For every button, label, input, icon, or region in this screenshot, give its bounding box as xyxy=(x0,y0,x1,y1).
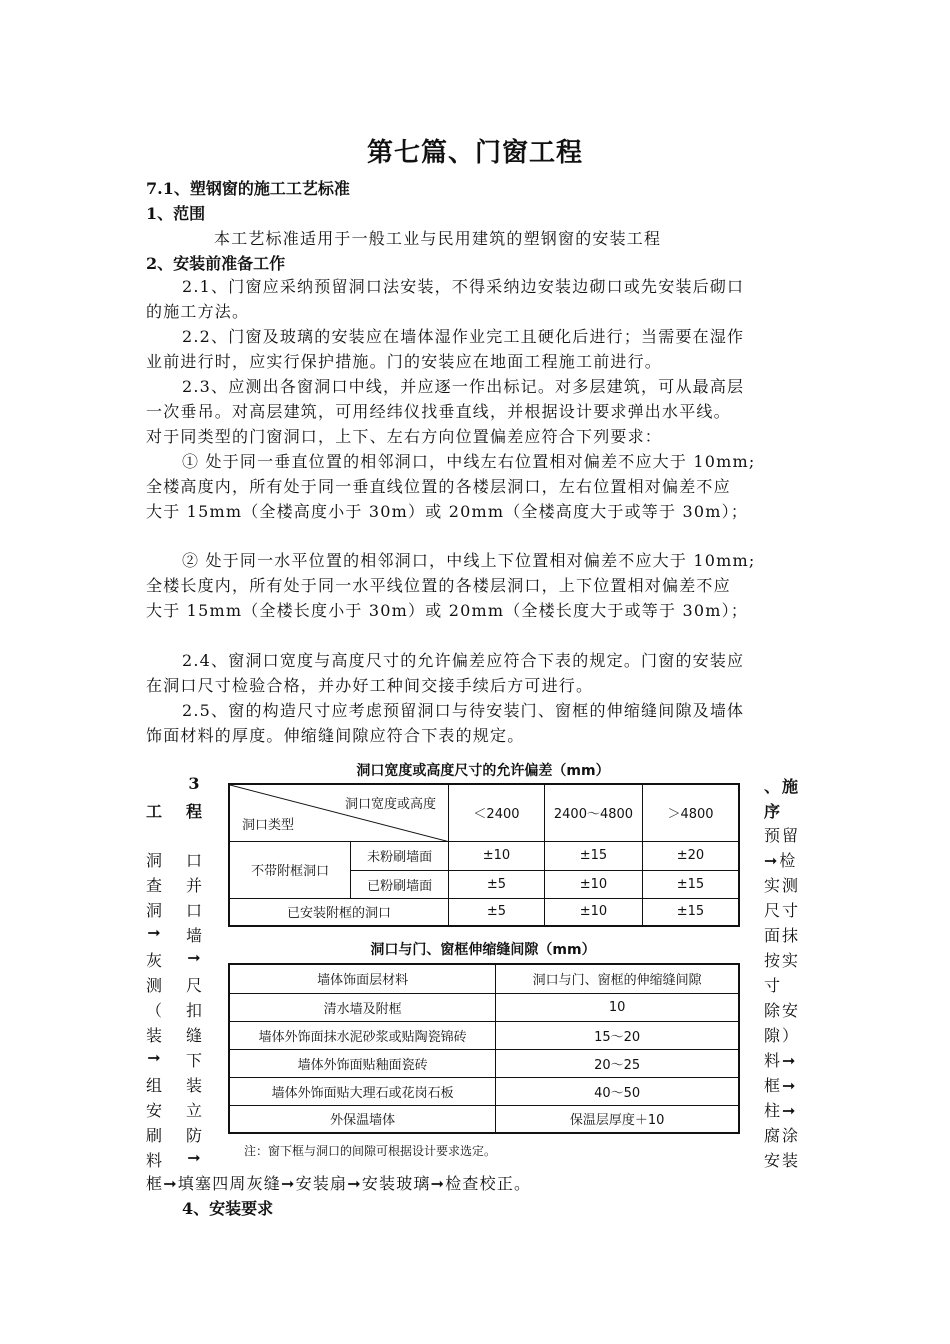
side-char: 测 xyxy=(145,976,162,995)
cell: ±20 xyxy=(642,841,739,870)
side-char: 缝 xyxy=(185,1026,202,1045)
col-header: 墙体饰面层材料 xyxy=(229,964,496,993)
side-text: 腐涂 xyxy=(764,1126,801,1145)
paragraph-2-2 xyxy=(146,324,806,374)
paragraph-2-4 xyxy=(146,648,806,698)
side-text: 料➞ xyxy=(764,1051,798,1070)
p25-line: 饰面材料的厚度。伸缩缝间隙应符合下表的规定。 xyxy=(146,726,525,745)
cell: 保温层厚度＋10 xyxy=(496,1105,739,1133)
cell: 外保温墙体 xyxy=(229,1105,496,1133)
side-char: 装 xyxy=(145,1026,162,1045)
side-char: 洞 xyxy=(145,851,162,870)
row-label: 未粉刷墙面 xyxy=(351,841,449,870)
cell: 清水墙及附框 xyxy=(229,993,496,1021)
side-char: ➞ xyxy=(147,1048,161,1067)
side-char: 装 xyxy=(185,1076,202,1095)
diag-top-label: 洞口宽度或高度 xyxy=(344,797,436,812)
cell: 40～50 xyxy=(496,1077,739,1105)
item2-line: 全楼长度内，所有处于同一水平线位置的各楼层洞口，上下位置相对偏差不应 xyxy=(146,576,731,595)
p22-line: 2.2、门窗及玻璃的安装应在墙体湿作业完工且硬化后进行；当需要在湿作 xyxy=(182,327,745,346)
side-char: 灰 xyxy=(145,951,162,970)
heading-preparation: 2、安装前准备工作 xyxy=(146,254,286,273)
diagonal-header-cell xyxy=(229,784,448,841)
side-text: 安装 xyxy=(764,1151,801,1170)
side-char: 立 xyxy=(185,1101,202,1120)
p23-line: 2.3、应测出各窗洞口中线，并应逐一作出标记。对多层建筑，可从最高层 xyxy=(182,377,745,396)
side-char: 工 xyxy=(145,802,162,821)
side-text: 寸 xyxy=(764,976,783,995)
side-char: 程 xyxy=(185,802,202,821)
side-text: 柱➞ xyxy=(764,1101,798,1120)
cell: ±5 xyxy=(448,898,544,926)
cell: ±15 xyxy=(544,841,642,870)
side-char: 尺 xyxy=(185,976,202,995)
side-text: 按实 xyxy=(764,951,801,970)
side-text: 、施 xyxy=(764,777,801,796)
paragraph-2-3 xyxy=(146,374,806,449)
side-text: ➞检 xyxy=(764,851,798,870)
page-title: 第七篇、门窗工程 xyxy=(366,138,583,168)
p23-line: 一次垂吊。对高层建筑，可用经纬仪找垂直线，并根据设计要求弹出水平线。 xyxy=(146,402,731,421)
list-item-2 xyxy=(146,548,806,623)
cell: 墙体外饰面抹水泥砂浆或贴陶瓷锦砖 xyxy=(229,1021,496,1049)
paragraph-2-1 xyxy=(146,274,806,324)
side-char: 扣 xyxy=(185,1001,202,1020)
item2-line: 大于 15mm（全楼长度小于 30m）或 20mm（全楼长度大于或等于 30m）； xyxy=(146,601,749,620)
side-char: 料 xyxy=(145,1151,162,1170)
list-item-1 xyxy=(146,449,806,524)
side-char: 刷 xyxy=(145,1126,162,1145)
table-note: 注：窗下框与洞口的间隙可根据设计要求选定。 xyxy=(244,1144,497,1158)
col-header: ＞4800 xyxy=(642,784,739,841)
p21-line: 2.1、门窗应采纳预留洞口法安装，不得采纳边安装边砌口或先安装后砌口 xyxy=(182,277,745,296)
p21-line: 的施工方法。 xyxy=(146,302,250,321)
cell: ±15 xyxy=(642,870,739,898)
item1-line: 全楼高度内，所有处于同一垂直线位置的各楼层洞口，左右位置相对偏差不应 xyxy=(146,477,731,496)
cell: 20～25 xyxy=(496,1049,739,1077)
table2-caption: 洞口与门、窗框伸缩缝间隙（mm） xyxy=(370,942,596,958)
side-char: 洞 xyxy=(145,901,162,920)
side-char: 组 xyxy=(145,1076,162,1095)
tolerance-table xyxy=(228,783,740,927)
side-char: 口 xyxy=(185,901,202,920)
row-label: 已粉刷墙面 xyxy=(351,870,449,898)
side-text: 序 xyxy=(764,802,783,821)
side-char: 并 xyxy=(185,876,202,895)
side-text: 实测 xyxy=(764,876,801,895)
side-text: 尺寸 xyxy=(764,901,801,920)
row-label: 已安装附框的洞口 xyxy=(229,898,448,926)
cell: ±10 xyxy=(544,898,642,926)
p24-line: 2.4、窗洞口宽度与高度尺寸的允许偏差应符合下表的规定。门窗的安装应 xyxy=(182,651,745,670)
side-text: 预留 xyxy=(764,826,801,845)
cell: 15～20 xyxy=(496,1021,739,1049)
gap-table xyxy=(228,963,740,1134)
cell: ±5 xyxy=(448,870,544,898)
cell: 墙体外饰面贴釉面瓷砖 xyxy=(229,1049,496,1077)
scope-text: 本工艺标准适用于一般工业与民用建筑的塑钢窗的安装工程 xyxy=(214,229,662,248)
side-char: ➞ xyxy=(187,1148,201,1167)
side-char: 3 xyxy=(188,774,200,793)
p22-line: 业前进行时，应实行保护措施。门的安装应在地面工程施工前进行。 xyxy=(146,352,663,371)
cell: ±10 xyxy=(448,841,544,870)
closing-line: 框➞填塞四周灰缝➞安装扇➞安装玻璃➞检查校正。 xyxy=(146,1174,532,1193)
cell: 10 xyxy=(496,993,739,1021)
item2-line: ② 处于同一水平位置的相邻洞口，中线上下位置相对偏差不应大于 10mm; xyxy=(182,551,756,570)
diag-bottom-label: 洞口类型 xyxy=(242,817,295,833)
col-header: 2400～4800 xyxy=(544,784,642,841)
p25-line: 2.5、窗的构造尺寸应考虑预留洞口与待安装门、窗框的伸缩缝间隙及墙体 xyxy=(182,701,745,720)
side-char: ➞ xyxy=(187,948,201,967)
table1-caption: 洞口宽度或高度尺寸的允许偏差（mm） xyxy=(356,763,610,779)
paragraph-2-5 xyxy=(146,698,806,748)
side-char: 防 xyxy=(185,1126,202,1145)
side-char: 下 xyxy=(185,1051,202,1070)
col-header: ＜2400 xyxy=(448,784,544,841)
heading-requirements: 4、安装要求 xyxy=(182,1199,274,1218)
p23-line: 对于同类型的门窗洞口，上下、左右方向位置偏差应符合下列要求： xyxy=(146,427,663,446)
col-header: 洞口与门、窗框的伸缩缝间隙 xyxy=(496,964,739,993)
item1-line: 大于 15mm（全楼高度小于 30m）或 20mm（全楼高度大于或等于 30m）； xyxy=(146,502,749,521)
cell: ±10 xyxy=(544,870,642,898)
side-text: 隙） xyxy=(764,1026,801,1045)
section-title: 7.1、塑钢窗的施工工艺标准 xyxy=(146,179,350,198)
heading-scope: 1、范围 xyxy=(146,204,206,223)
side-char: 查 xyxy=(145,876,162,895)
side-char: （ xyxy=(145,1001,162,1020)
side-char: 口 xyxy=(185,851,202,870)
side-char: ➞ xyxy=(147,923,161,942)
side-text: 除安 xyxy=(764,1001,801,1020)
p24-line: 在洞口尺寸检验合格，并办好工种间交接手续后方可进行。 xyxy=(146,676,594,695)
cell: ±15 xyxy=(642,898,739,926)
side-text: 面抹 xyxy=(764,926,801,945)
side-char: 墙 xyxy=(185,926,202,945)
cell: 墙体外饰面贴大理石或花岗石板 xyxy=(229,1077,496,1105)
side-text: 框➞ xyxy=(764,1076,798,1095)
group-label: 不带附框洞口 xyxy=(229,841,351,898)
item1-line: ① 处于同一垂直位置的相邻洞口，中线左右位置相对偏差不应大于 10mm; xyxy=(182,452,756,471)
side-char: 安 xyxy=(145,1101,162,1120)
